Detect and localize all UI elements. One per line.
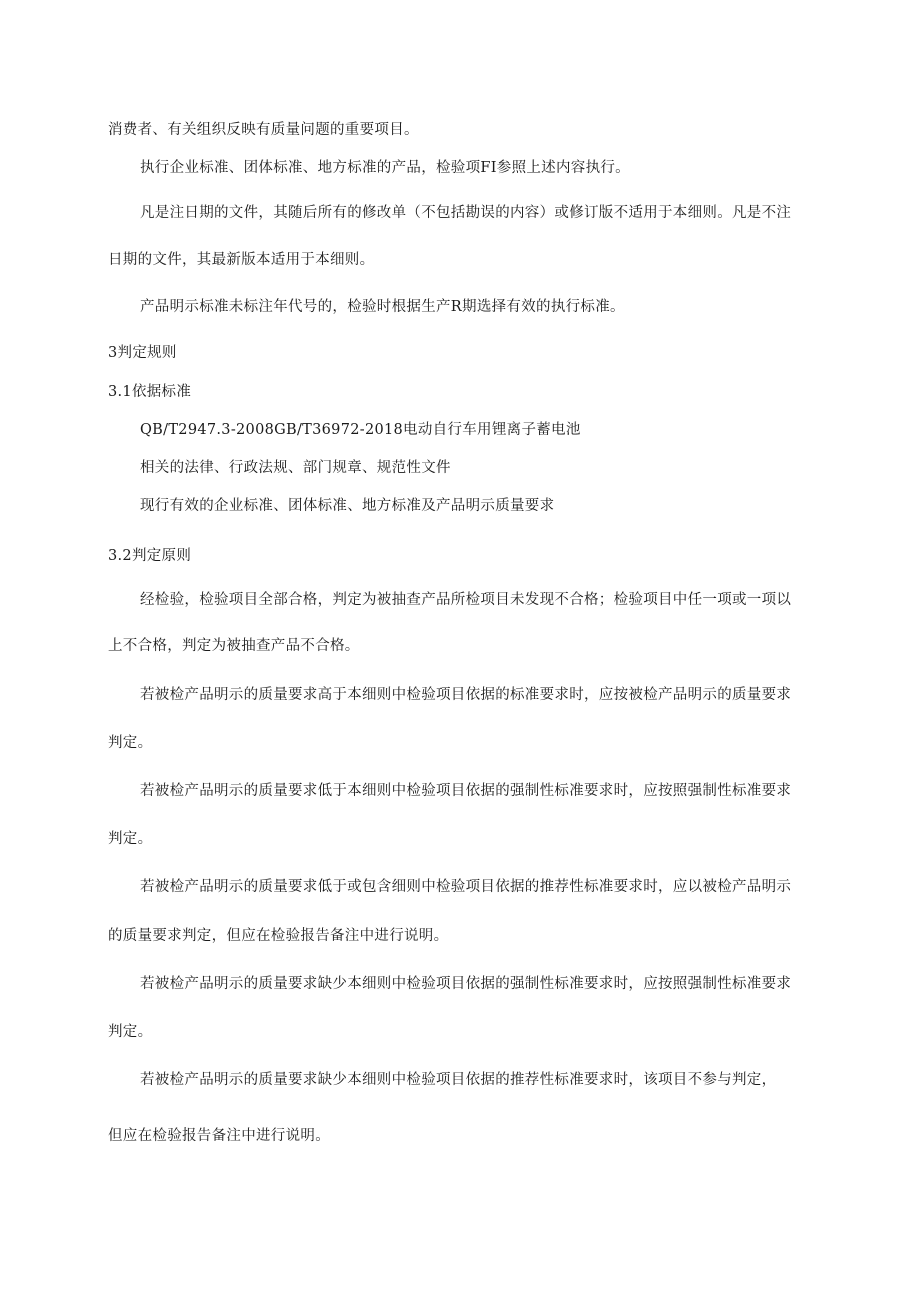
paragraph-line: 判定。 xyxy=(108,735,153,751)
paragraph-line: 执行企业标准、团体标准、地方标准的产品，检验项FI参照上述内容执行。 xyxy=(140,160,630,176)
paragraph-line: 的质量要求判定，但应在检验报告备注中进行说明。 xyxy=(108,928,449,944)
paragraph-line: 凡是注日期的文件，其随后所有的修改单（不包括勘误的内容）或修订版不适用于本细则。凡是不注 xyxy=(140,205,792,221)
paragraph-line: 若被检产品明示的质量要求缺少本细则中检验项目依据的强制性标准要求时，应按照强制性标准要求 xyxy=(140,976,792,992)
section-heading: 3判定规则 xyxy=(108,345,177,361)
paragraph-line: 若被检产品明示的质量要求高于本细则中检验项目依据的标准要求时，应按被检产品明示的质量要求 xyxy=(140,687,792,703)
paragraph-line: 产品明示标准未标注年代号的，检验时根据生产R期选择有效的执行标准。 xyxy=(140,299,625,315)
paragraph-line: 但应在检验报告备注中进行说明。 xyxy=(108,1128,330,1144)
subsection-heading: 3.1依据标准 xyxy=(108,384,192,400)
paragraph-line: 日期的文件，其最新版本适用于本细则。 xyxy=(108,252,375,268)
paragraph-line: 判定。 xyxy=(108,1024,153,1040)
subsection-heading: 3.2判定原则 xyxy=(108,548,192,564)
standard-reference: QB/T2947.3-2008GB/T36972-2018电动自行车用锂离子蓄电池 xyxy=(140,422,581,438)
paragraph-line: 经检验，检验项目全部合格，判定为被抽查产品所检项目未发现不合格；检验项目中任一项或一项以 xyxy=(140,592,792,608)
paragraph-line: 若被检产品明示的质量要求缺少本细则中检验项目依据的推荐性标准要求时，该项目不参与判定， xyxy=(140,1072,777,1088)
standard-reference: 相关的法律、行政法规、部门规章、规范性文件 xyxy=(140,460,451,476)
paragraph-line: 若被检产品明示的质量要求低于本细则中检验项目依据的强制性标准要求时，应按照强制性标准要求 xyxy=(140,783,792,799)
paragraph-line: 消费者、有关组织反映有质量问题的重要项目。 xyxy=(108,122,419,138)
paragraph-line: 上不合格，判定为被抽查产品不合格。 xyxy=(108,638,360,654)
paragraph-line: 若被检产品明示的质量要求低于或包含细则中检验项目依据的推荐性标准要求时，应以被检产品明示 xyxy=(140,879,792,895)
paragraph-line: 判定。 xyxy=(108,831,153,847)
standard-reference: 现行有效的企业标准、团体标准、地方标准及产品明示质量要求 xyxy=(140,498,555,514)
